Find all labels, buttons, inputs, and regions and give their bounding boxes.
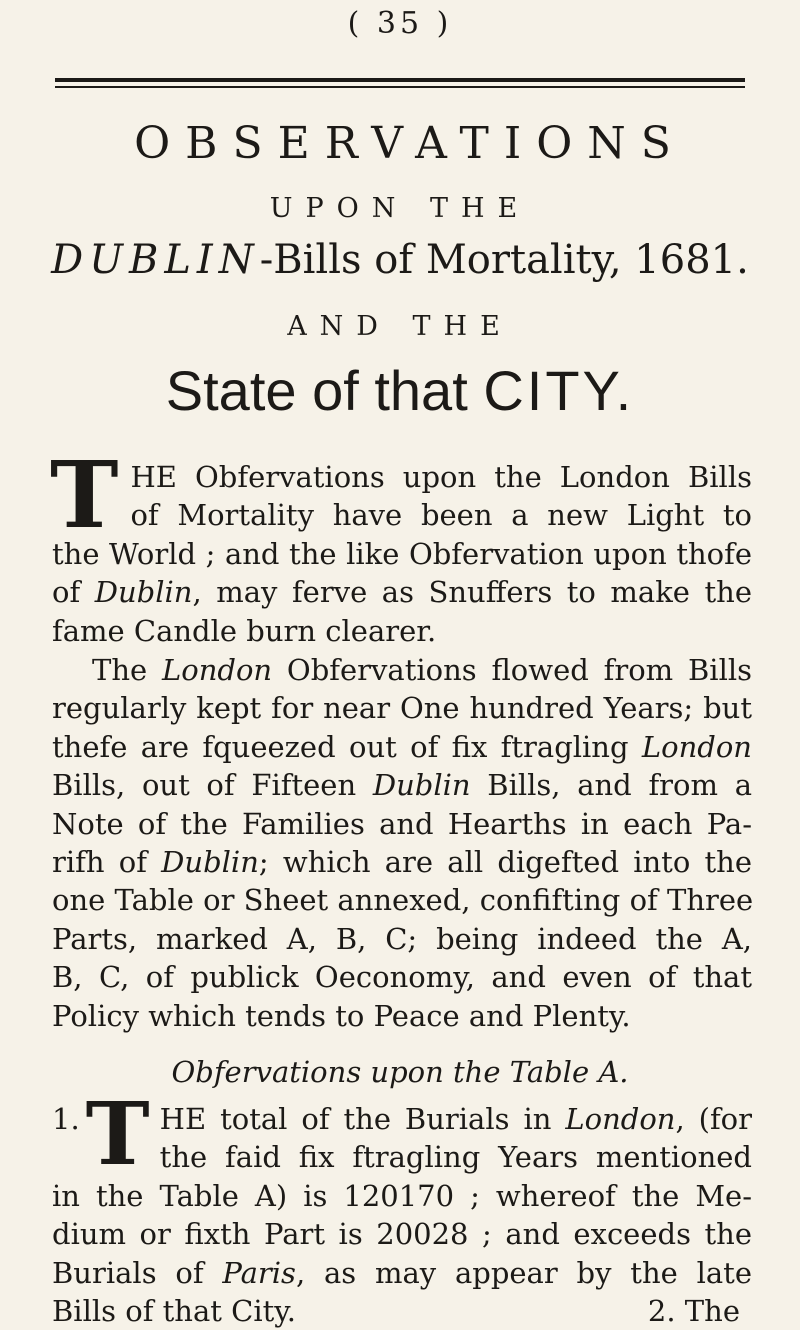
text-line: HE total of the Burials in London, (for (159, 1102, 753, 1136)
title-dublin-rest: -Bills of Mortality, 1681. (259, 237, 749, 283)
text-line-final: Bills of that City. (52, 1294, 297, 1329)
text-line: B, C, of publick Oeconomy, and even of that (52, 960, 752, 995)
title-dublin-caps: DUBLIN (51, 237, 260, 283)
text-line: regularly kept for near One hundred Years; but (52, 691, 752, 726)
title-state-city: CITY. (483, 359, 635, 422)
text-line: rifh of Dublin; which are all digefted into the (52, 845, 752, 880)
text-line: dium or fixth Part is 20028 ; and exceeds the (52, 1217, 752, 1252)
page-number: ( 35 ) (347, 6, 453, 41)
text-line: Burials of Paris, as may appear by the late (52, 1255, 752, 1290)
text-line: Policy which tends to Peace and Plenty. (52, 998, 631, 1033)
text-line: in the Table A) is 120170 ; whereof the Me- (52, 1178, 752, 1213)
section-heading-table-a: Obfervations upon the Table A. (171, 1055, 629, 1089)
text-line: the World ; and the like Obfervation upon thofe (52, 536, 752, 571)
catchword: 2. The (647, 1294, 740, 1329)
text-line-with-catchword (52, 1292, 752, 1330)
drop-cap: T (50, 441, 119, 549)
text-line: HE Obfervations upon the London Bills (130, 460, 752, 494)
text-line: one Table or Sheet annexed, confifting of Three (52, 883, 754, 918)
text-line: thefe are fqueezed out of fix ftragling London (52, 729, 752, 764)
text-line: the faid fix ftragling Years mentioned (159, 1140, 752, 1175)
text-line: The London Obfervations flowed from Bills (92, 653, 752, 687)
drop-cap: T (85, 1084, 150, 1185)
title-state-start: State of that (165, 359, 484, 422)
text-line: Bills, out of Fifteen Dublin Bills, and from a (52, 768, 752, 803)
paragraph-intro (50, 441, 752, 650)
text-line: of Dublin, may ferve as Snuffers to make the (52, 575, 752, 610)
text-line: Note of the Families and Hearths in each Pa- (52, 806, 752, 841)
title-observations: OBSERVATIONS (134, 118, 686, 169)
title-upon-the: UPON THE (269, 193, 531, 224)
paragraph-london-observations (52, 651, 752, 1035)
paragraph-number: 1. (52, 1102, 80, 1136)
header-rule (55, 78, 745, 82)
text-line: of Mortality have been a new Light to (130, 498, 752, 533)
text-line: Parts, marked A, B, C; being indeed the A, (52, 921, 752, 956)
text-line: fame Candle burn clearer. (52, 613, 437, 648)
title-and-the: AND THE (287, 311, 513, 342)
title-state-of-city (0, 358, 800, 423)
title-dublin-bills (0, 237, 800, 283)
paragraph-table-a-1 (52, 1084, 753, 1330)
